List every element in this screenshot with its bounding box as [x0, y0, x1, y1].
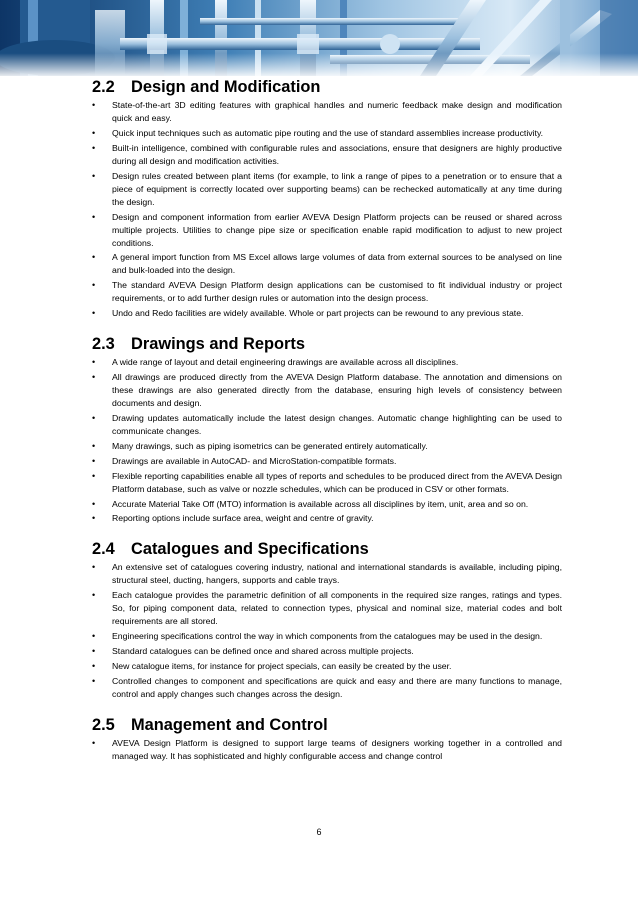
- bullet-icon: •: [92, 372, 96, 383]
- bullet-icon: •: [92, 631, 96, 642]
- section-drawings-and-reports: [92, 335, 562, 525]
- bullet-icon: •: [92, 308, 96, 319]
- bullet-icon: •: [92, 455, 96, 466]
- section-title: Catalogues and Specifications: [131, 540, 369, 559]
- section-design-and-modification: [92, 78, 562, 320]
- section-number: 2.3: [92, 335, 115, 354]
- list-item: • A wide range of layout and detail engineering drawings are available across all disciplines.: [92, 357, 459, 368]
- list-item: • Standard catalogues can be defined once and shared across multiple projects.: [92, 646, 414, 657]
- list-item: • Engineering specifications control the way in which components from the catalogues may be used in the design.: [92, 631, 543, 642]
- section-heading: [92, 335, 562, 354]
- list-item: • A general import function from MS Excel allows large volumes of data from external sources to be analysed on line and bulk-loaded into the design.: [92, 252, 562, 276]
- section-title: Drawings and Reports: [131, 335, 305, 354]
- list-item: • AVEVA Design Platform is designed to support large teams of designers working together in a controlled and managed way. It has sophisticated and highly configurable access and change control: [92, 737, 562, 761]
- bullet-icon: •: [92, 440, 96, 451]
- list-item: • Accurate Material Take Off (MTO) information is available across all disciplines by item, unit, area and so on.: [92, 498, 529, 509]
- section-heading: [92, 540, 562, 559]
- bullet-icon: •: [92, 470, 96, 481]
- bullet-icon: •: [92, 252, 96, 263]
- list-item: • Quick input techniques such as automatic pipe routing and the use of standard assemblies increase productivity.: [92, 127, 544, 138]
- list-item: • Drawings are available in AutoCAD- and MicroStation-compatible formats.: [92, 455, 397, 466]
- section-management-and-control: [92, 716, 562, 763]
- bullet-list: [92, 356, 562, 525]
- list-item: • All drawings are produced directly from the AVEVA Design Platform database. The annotation and dimensions on these drawings are also generated directly from the database, ensuring high levels of consistency between documents and design.: [92, 372, 562, 409]
- section-title: Design and Modification: [131, 78, 321, 96]
- section-number: 2.5: [92, 715, 115, 734]
- list-item: • Controlled changes to component and specifications are quick and easy and there are many functions to manage, control and apply changes such changes across the design.: [92, 675, 562, 699]
- header-banner-image: [0, 0, 638, 76]
- list-item: • Design and component information from earlier AVEVA Design Platform projects can be reused or shared across multiple projects. Utilities to change pipe size or specification enable rapid modification to adjust to new project conditions.: [92, 211, 562, 248]
- bullet-icon: •: [92, 170, 96, 181]
- section-heading: [92, 716, 562, 735]
- list-item: • Built-in intelligence, combined with configurable rules and associations, ensure that designers are highly productive during all design and modification activities.: [92, 142, 562, 166]
- section-title: Management and Control: [131, 715, 328, 734]
- section-number: 2.4: [92, 540, 115, 559]
- document-body: [92, 78, 562, 765]
- bullet-icon: •: [92, 413, 96, 424]
- list-item: • State-of-the-art 3D editing features with graphical handles and numeric feedback make design and modification quick and easy.: [92, 100, 562, 123]
- list-item: • Undo and Redo facilities are widely available. Whole or part projects can be rewound to any previous state.: [92, 308, 524, 319]
- section-heading: [92, 78, 562, 97]
- bullet-icon: •: [92, 142, 96, 153]
- bullet-list: [92, 737, 562, 763]
- bullet-icon: •: [92, 562, 96, 573]
- bullet-icon: •: [92, 675, 96, 686]
- bullet-icon: •: [92, 211, 96, 222]
- bullet-icon: •: [92, 737, 96, 748]
- list-item: • Reporting options include surface area, weight and centre of gravity.: [92, 513, 374, 524]
- bullet-icon: •: [92, 357, 96, 368]
- list-item: • Flexible reporting capabilities enable all types of reports and schedules to be produced direct from the AVEVA Design Platform database, such as valve or nozzle schedules, which can be produced in CSV or other formats.: [92, 470, 562, 494]
- bullet-icon: •: [92, 498, 96, 509]
- bullet-icon: •: [92, 646, 96, 657]
- list-item: • Design rules created between plant items (for example, to link a range of pipes to a penetration or to ensure that a piece of equipment is correctly located over supporting beams) can be rechecked automatically at any time during the design.: [92, 170, 562, 207]
- list-item: • Each catalogue provides the parametric definition of all components in the required size ranges, ratings and types. So, for piping component data, related to connection types, physical and nominal size, material codes and bolt requirements are all stored.: [92, 590, 562, 627]
- bullet-list: [92, 561, 562, 700]
- list-item: • New catalogue items, for instance for project specials, can easily be created by the user.: [92, 661, 452, 672]
- section-catalogues-and-specifications: [92, 540, 562, 700]
- list-item: • An extensive set of catalogues covering industry, national and international standards is available, including piping, structural steel, ducting, hangers, supports and cable trays.: [92, 562, 562, 586]
- list-item: • The standard AVEVA Design Platform design applications can be customised to fit individual industry or project requirements, or to add further design rules or automation into the design process.: [92, 280, 562, 304]
- industrial-pipes-illustration: [0, 0, 638, 76]
- bullet-list: [92, 99, 562, 320]
- bullet-icon: •: [92, 280, 96, 291]
- bullet-icon: •: [92, 513, 96, 524]
- bullet-icon: •: [92, 100, 96, 110]
- bullet-icon: •: [92, 127, 96, 138]
- list-item: • Drawing updates automatically include the latest design changes. Automatic change highlighting can be used to communicate changes.: [92, 413, 562, 437]
- page-number: 6: [316, 827, 322, 837]
- bullet-icon: •: [92, 661, 96, 672]
- list-item: • Many drawings, such as piping isometrics can be generated entirely automatically.: [92, 440, 428, 451]
- section-number: 2.2: [92, 78, 115, 96]
- bullet-icon: •: [92, 590, 96, 601]
